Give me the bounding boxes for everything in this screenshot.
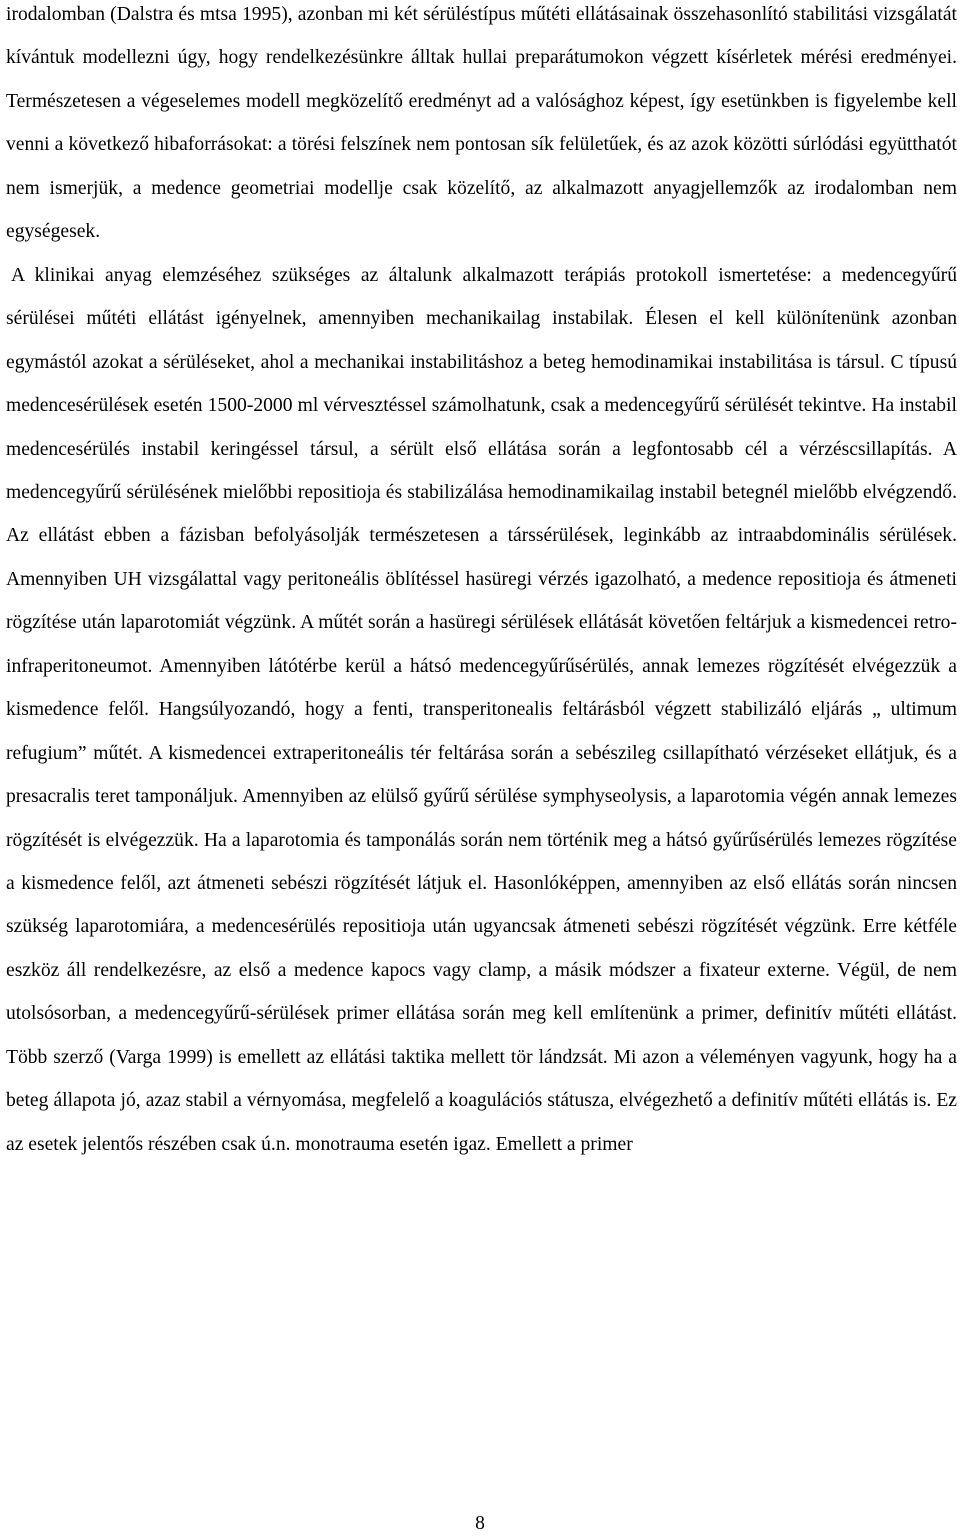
body-paragraph-clinical-protocol: A klinikai anyag elemzéséhez szükséges az általunk alkalmazott terápiás protokoll ismertetése: a medencegyűrű sérülései műtéti ellátást igényelnek, amennyiben mechanikailag instabilak. Élesen el kell különítenünk azonban egymástól azokat a sérüléseket, ahol a mechanikai instabilitáshoz a beteg hemodinamikai instabilitása is társul. C típusú medencesérülések esetén 1500-2000 ml vérvesztéssel számolhatunk, csak a medencegyűrű sérülését tekintve. Ha instabil medencesérülés instabil keringéssel társul, a sérült első ellátása során a legfontosabb cél a vérzéscsillapítás. A medencegyűrű sérülésének mielőbbi repositioja és stabilizálása hemodinamikailag instabil betegnél mielőbb elvégzendő. Az ellátást ebben a fázisban befolyásolják természetesen a társsérülések, leginkább az intraabdominális sérülések. Amennyiben UH vizsgálattal vagy peritoneális öblítéssel hasüregi vérzés igazolható, a medence repositioja és átmeneti rögzítése után laparotomiát végzünk. A műtét során a hasüregi sérülések ellátását követően feltárjuk a kismedencei retro-infraperitoneumot. Amennyiben látótérbe kerül a hátsó medencegyűrűsérülés, annak lemezes rögzítését elvégezzük a kismedence felől. Hangsúlyozandó, hogy a fenti, transperitonealis feltárásból végzett stabilizáló eljárás „ ultimum refugium” műtét. A kismedencei extraperitoneális tér feltárása során a sebészileg csillapítható vérzéseket ellátjuk, és a presacralis teret tamponáljuk. Amennyiben az elülső gyűrű sérülése symphyseolysis, a laparotomia végén annak lemezes rögzítését is elvégezzük. Ha a laparotomia és tamponálás során nem történik meg a hátsó gyűrűsérülés lemezes rögzítése a kismedence felől, azt átmeneti sebészi rögzítését látjuk el. Hasonlóképpen, amennyiben az első ellátás során nincsen szükség laparotomiára, a medencesérülés repositioja után ugyancsak átmeneti sebészi rögzítését végzünk. Erre kétféle eszköz áll rendelkezésre, az első a medence kapocs vagy clamp, a másik módszer a fixateur externe. Végül, de nem utolsósorban, a medencegyűrű-sérülések primer ellátása során meg kell említenünk a primer, definitív műtéti ellátást. Több szerző (Varga 1999) is emellett az ellátási taktika mellett tör lándzsát. Mi azon a véleményen vagyunk, hogy ha a beteg állapota jó, azaz stabil a vérnyomása, megfelelő a koagulációs státusza, elvégezhető a definitív műtéti ellátás is. Ez az esetek jelentős részében csak ú.n. monotrauma esetén igaz. Emellett a primer	[6, 264, 957, 1155]
page-number: 8	[475, 1513, 485, 1534]
body-paragraph-continued: irodalomban (Dalstra és mtsa 1995), azonban mi két sérüléstípus műtéti ellátásainak összehasonlító stabilitási vizsgálatát kívántuk modellezni úgy, hogy rendelkezésünkre álltak hullai preparátumokon végzett kísérletek mérési eredményei. Természetesen a végeselemes modell megközelítő eredményt ad a valósághoz képest, így esetünkben is figyelembe kell venni a következő hibaforrásokat: a törési felszínek nem pontosan sík felületűek, és az azok közötti súrlódási együtthatót nem ismerjük, a medence geometriai modellje csak közelítő, az alkalmazott anyagjellemzők az irodalomban nem egységesek.	[6, 4, 957, 243]
